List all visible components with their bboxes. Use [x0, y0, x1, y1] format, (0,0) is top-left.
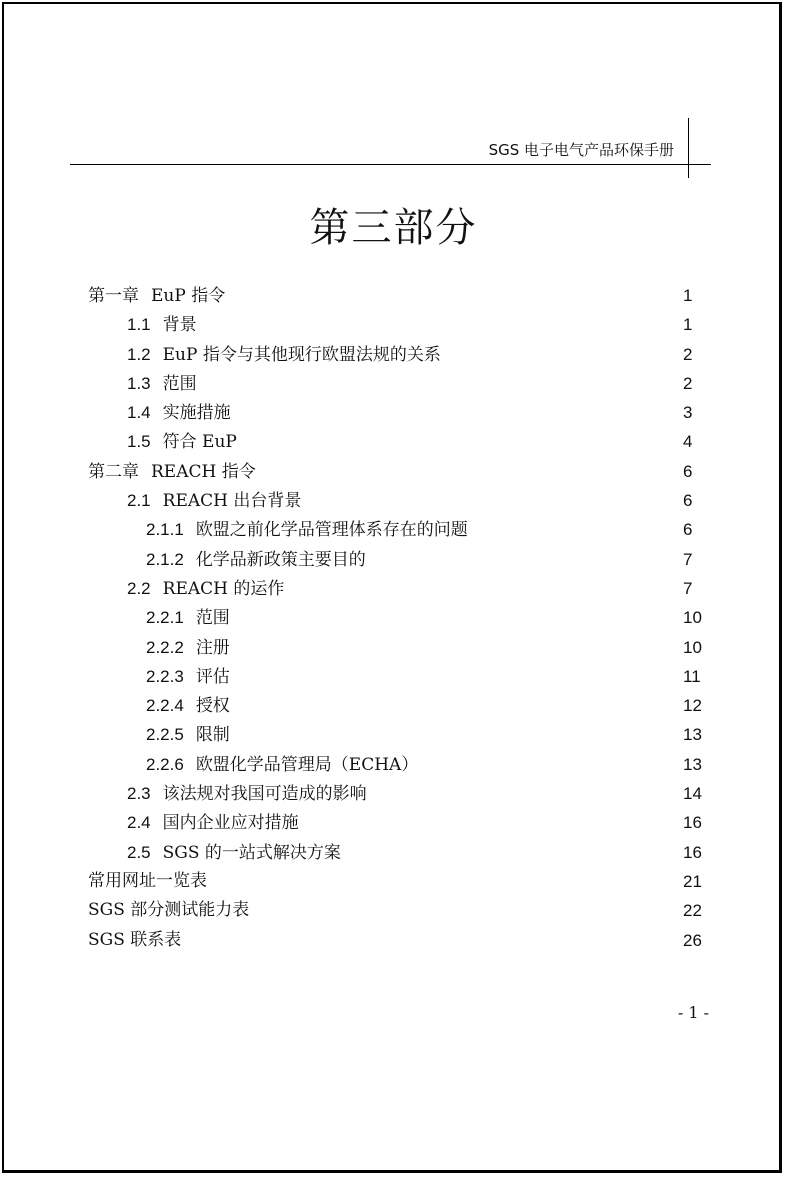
toc-entry-title: 符合 EuP [162, 432, 237, 453]
toc-entry-page: 16 [683, 813, 702, 833]
toc-entry-number: 1.5 [127, 432, 151, 452]
toc-entry-page: 4 [683, 432, 693, 452]
toc-entry-title: EuP 指令与其他现行欧盟法规的关系 [162, 344, 441, 365]
toc-entry-title: 评估 [195, 666, 230, 687]
toc-entry-number: 2.1.2 [146, 549, 184, 569]
toc-entry-page: 6 [683, 520, 693, 540]
toc-entry-page: 7 [683, 578, 693, 598]
toc-entry[interactable] [0, 310, 787, 339]
toc-entry-number: 第二章 [88, 461, 139, 481]
toc-entry[interactable] [0, 691, 787, 720]
toc-entry-title: 国内企业应对措施 [162, 813, 299, 834]
toc-entry[interactable] [0, 340, 787, 369]
toc-entry[interactable] [0, 867, 787, 896]
toc-entry-title: 常用网址一览表 [88, 870, 207, 891]
toc-entry-title: 背景 [162, 315, 197, 336]
toc-entry[interactable] [0, 427, 787, 456]
toc-entry[interactable] [0, 779, 787, 808]
toc-entry-title: 限制 [195, 725, 230, 746]
toc-entry-title: EuP 指令 [151, 286, 226, 306]
toc-entry-number: 2.5 [127, 842, 151, 862]
toc-entry[interactable] [0, 633, 787, 662]
toc-entry[interactable] [0, 603, 787, 632]
toc-entry[interactable] [0, 281, 787, 310]
toc-entry-title: 范围 [195, 608, 230, 629]
toc-entry-title: 实施措施 [162, 403, 231, 424]
toc-entry-page: 16 [683, 842, 702, 862]
toc-entry-page: 1 [683, 286, 693, 305]
toc-entry-page: 2 [683, 344, 693, 364]
toc-entry-page: 2 [683, 373, 693, 393]
running-header: SGS 电子电气产品环保手册 [488, 141, 674, 159]
toc-entry-page: 13 [683, 754, 702, 774]
page-number: - 1 - [677, 1003, 709, 1022]
toc-entry-number: 2.1.1 [146, 520, 184, 540]
toc-entry-page: 21 [683, 871, 702, 891]
toc-entry[interactable] [0, 896, 787, 925]
toc-entry-page: 11 [683, 666, 701, 686]
toc-entry[interactable] [0, 457, 787, 486]
toc-entry-title: 授权 [195, 696, 230, 717]
toc-entry-title: REACH 出台背景 [162, 491, 302, 512]
toc-entry-number: 2.2.6 [146, 754, 184, 774]
toc-entry-number: 2.2.3 [146, 666, 184, 686]
toc-entry-number: 2.3 [127, 784, 151, 804]
toc-entry-number: 1.2 [127, 344, 151, 364]
toc-entry[interactable] [0, 486, 787, 515]
toc-entry[interactable] [0, 662, 787, 691]
toc-entry-title: SGS 部分测试能力表 [88, 900, 250, 921]
toc-entry-title: 该法规对我国可造成的影响 [162, 784, 367, 805]
toc-entry-number: 1.3 [127, 373, 151, 393]
toc-entry-number: 第一章 [88, 286, 139, 305]
toc-entry-page: 7 [683, 549, 693, 569]
table-of-contents [0, 281, 787, 955]
toc-entry-number: 1.4 [127, 403, 151, 423]
toc-entry-number: 2.4 [127, 813, 151, 833]
header-rule [70, 164, 711, 165]
toc-entry-number: 1.1 [127, 315, 151, 335]
toc-entry-page: 6 [683, 491, 693, 511]
toc-entry[interactable] [0, 926, 787, 955]
toc-entry-number: 2.2.2 [146, 637, 184, 657]
toc-entry-page: 22 [683, 901, 702, 921]
toc-entry-title: 范围 [162, 373, 197, 394]
toc-entry[interactable] [0, 750, 787, 779]
toc-entry-number: 2.2.5 [146, 725, 184, 745]
toc-entry-page: 26 [683, 930, 702, 950]
header-vertical-rule [688, 118, 689, 178]
toc-entry[interactable] [0, 574, 787, 603]
toc-entry-title: SGS 联系表 [88, 929, 182, 950]
toc-entry-page: 10 [683, 608, 702, 628]
toc-entry[interactable] [0, 545, 787, 574]
toc-entry-title: 化学品新政策主要目的 [195, 549, 366, 570]
toc-entry-title: REACH 的运作 [162, 578, 285, 599]
toc-entry-title: 欧盟化学品管理局（ECHA） [195, 754, 419, 775]
toc-entry-page: 14 [683, 784, 702, 804]
toc-entry-page: 12 [683, 696, 702, 716]
toc-entry[interactable] [0, 369, 787, 398]
toc-entry-title: REACH 指令 [151, 461, 256, 482]
toc-entry-number: 2.2 [127, 578, 151, 598]
toc-entry[interactable] [0, 838, 787, 867]
toc-entry[interactable] [0, 398, 787, 427]
toc-entry-page: 3 [683, 403, 693, 423]
toc-entry-number: 2.1 [127, 491, 151, 511]
toc-entry-page: 13 [683, 725, 702, 745]
toc-entry-page: 1 [683, 315, 693, 335]
toc-entry[interactable] [0, 808, 787, 837]
page-title: 第三部分 [309, 205, 478, 251]
toc-entry-title: SGS 的一站式解决方案 [162, 842, 341, 863]
toc-entry-number: 2.2.1 [146, 608, 184, 628]
toc-entry-number: 2.2.4 [146, 696, 184, 716]
toc-entry[interactable] [0, 515, 787, 544]
toc-entry-page: 10 [683, 637, 702, 657]
toc-entry-title: 注册 [195, 637, 230, 658]
toc-entry[interactable] [0, 720, 787, 749]
toc-entry-title: 欧盟之前化学品管理体系存在的问题 [195, 520, 468, 541]
toc-entry-page: 6 [683, 461, 693, 481]
